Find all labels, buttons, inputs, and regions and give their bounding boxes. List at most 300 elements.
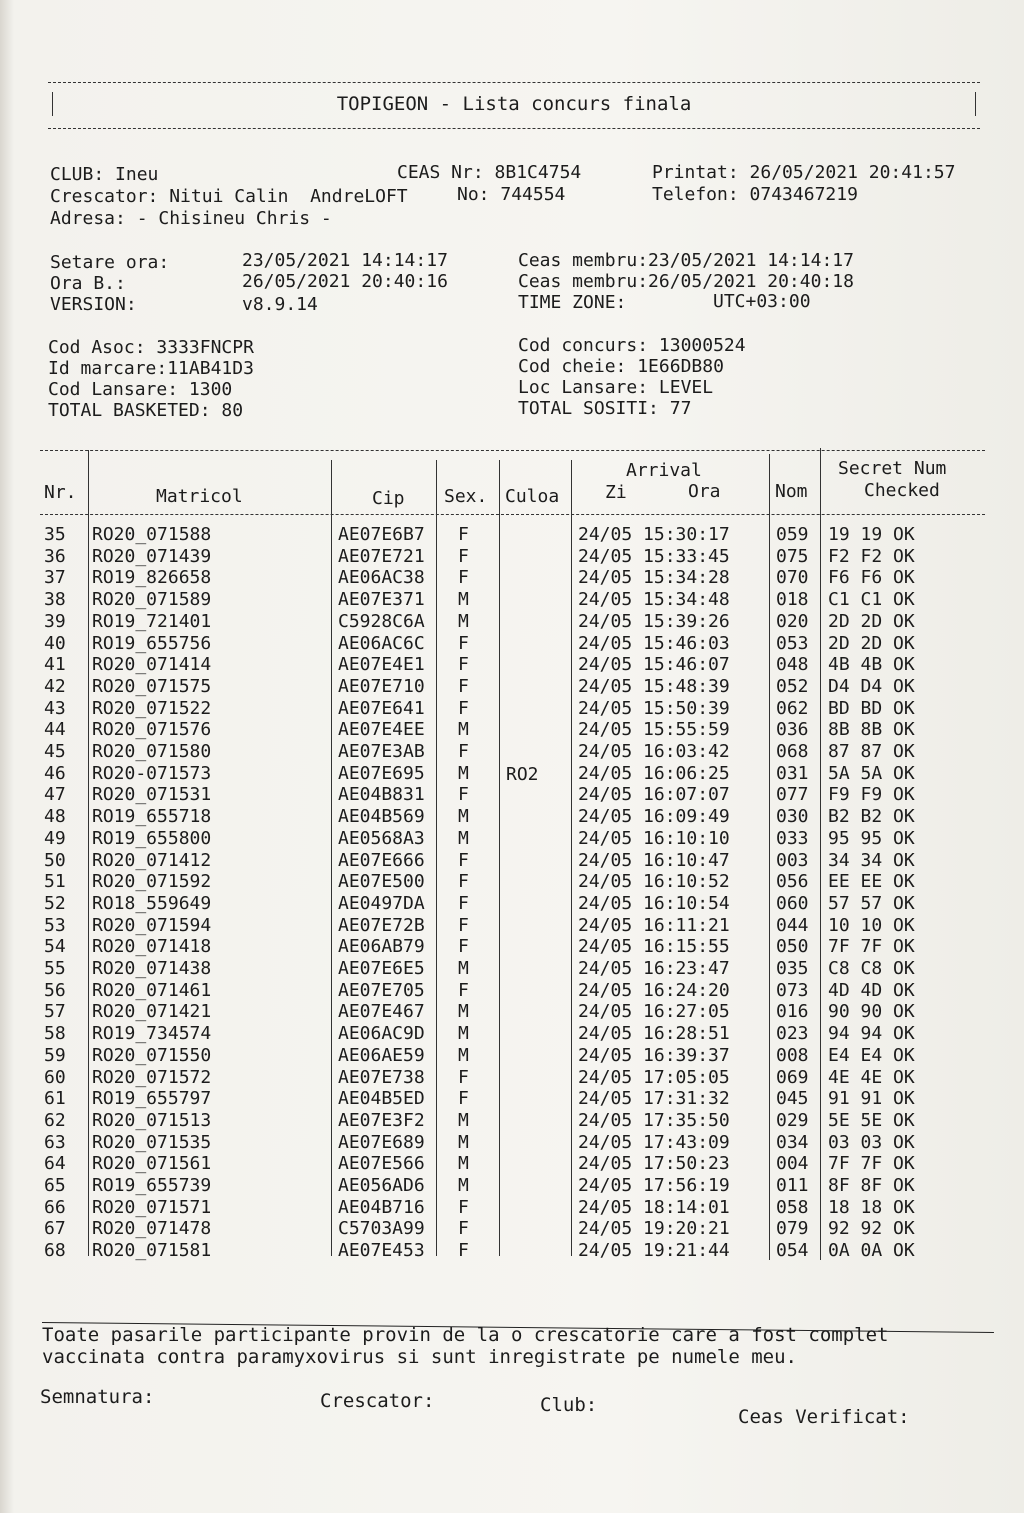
table-row [40,871,985,893]
row-secret-checked: 8F 8F OK [828,1175,915,1196]
row-arrival: 24/05 16:09:49 [578,806,730,828]
table-row [40,633,985,655]
table-row [40,1132,985,1154]
row-secret-checked: 92 92 OK [828,1218,915,1240]
row-arrival: 24/05 15:46:03 [578,632,730,654]
row-matricol: RO20_071594 [92,914,212,936]
row-arrival: 24/05 16:28:51 [578,1023,730,1045]
adresa-value: - Chisineu Chris - [136,208,332,229]
row-arrival: 24/05 16:24:20 [578,979,730,1001]
table-top-rule [40,450,985,451]
crescator-line [50,186,408,207]
row-sex: F [458,892,469,914]
ora-b-value: 26/05/2021 20:40:16 [242,271,448,292]
row-secret-checked: F6 F6 OK [828,567,915,589]
row-secret-checked: C1 C1 OK [828,589,915,611]
ceas-label: CEAS Nr: [397,162,484,183]
row-nr: 67 [44,1218,66,1240]
row-nr: 68 [44,1240,66,1262]
row-nom: 020 [776,610,809,632]
row-cip: AE07E641 [338,697,425,719]
row-nom: 011 [776,1175,809,1196]
row-arrival: 24/05 17:43:09 [578,1131,730,1153]
row-cip: AE07E500 [338,871,425,893]
row-cip: AE06AC6C [338,632,425,654]
row-cip: AE07E6E5 [338,958,425,979]
row-sex: F [458,849,469,871]
club-signature-label: Club: [540,1394,598,1416]
header-cip: Cip [372,488,405,509]
row-nom: 018 [776,589,809,611]
row-matricol: RO20_071439 [92,545,212,567]
row-secret-checked: 8B 8B OK [828,719,915,741]
total-sositi-line: TOTAL SOSITI: 77 [518,398,692,419]
row-matricol: RO20_071418 [92,936,212,958]
row-cip: AE07E721 [338,545,425,567]
row-sex: M [458,1023,469,1045]
row-nom: 029 [776,1109,809,1131]
row-nom: 008 [776,1044,809,1066]
row-matricol: RO20_071522 [92,697,212,719]
table-row [40,806,985,828]
row-cip: AE07E695 [338,762,425,784]
header-checked: Checked [864,480,940,501]
row-nr: 50 [44,849,66,871]
table-row [40,654,985,676]
row-secret-checked: 03 03 OK [828,1131,915,1153]
row-cip: AE06AC38 [338,567,425,589]
row-matricol: RO19_734574 [92,1023,212,1045]
row-cip: AE07E467 [338,1001,425,1023]
row-sex: M [458,1001,469,1023]
row-arrival: 24/05 16:10:54 [578,892,730,914]
row-cip: AE07E6B7 [338,524,425,545]
row-arrival: 24/05 19:20:21 [578,1218,730,1240]
row-nr: 37 [44,567,66,589]
row-arrival: 24/05 18:14:01 [578,1196,730,1218]
row-cip: AE07E3AB [338,741,425,762]
row-cip: AE06AC9D [338,1023,425,1045]
row-secret-checked: EE EE OK [828,871,915,893]
row-nom: 045 [776,1088,809,1110]
row-sex: F [458,1066,469,1088]
row-matricol: RO20_071572 [92,1066,212,1088]
row-secret-checked: 95 95 OK [828,827,915,849]
row-secret-checked: 5A 5A OK [828,762,915,784]
header-nr: Nr. [44,482,77,503]
version-label: VERSION: [50,294,137,315]
row-secret-checked: 7F 7F OK [828,1153,915,1175]
row-nom: 030 [776,806,809,828]
row-cip: AE06AB79 [338,936,425,958]
row-arrival: 24/05 16:07:07 [578,784,730,806]
row-sex: M [458,589,469,611]
row-nom: 062 [776,697,809,719]
row-cip: AE07E705 [338,979,425,1001]
table-row [40,1110,985,1132]
printat-label: Printat: [652,162,739,183]
club-value: Ineu [115,164,159,185]
row-secret-checked: F9 F9 OK [828,784,915,806]
row-cip: AE06AE59 [338,1044,425,1066]
row-nom: 052 [776,675,809,697]
row-matricol: RO20_071575 [92,675,212,697]
row-nr: 44 [44,719,66,741]
total-basketed-line: TOTAL BASKETED: 80 [48,400,244,421]
row-sex: F [458,524,469,545]
row-nr: 53 [44,914,66,936]
row-cip: AE07E371 [338,589,425,611]
row-nr: 35 [44,524,66,545]
table-row [40,1153,985,1175]
row-sex: F [458,871,469,893]
row-nr: 56 [44,979,66,1001]
telefon-value: 0743467219 [749,184,858,205]
row-nr: 36 [44,545,66,567]
row-matricol: RO19_721401 [92,610,212,632]
row-sex: M [458,958,469,979]
row-matricol: RO20_071535 [92,1131,212,1153]
row-nr: 40 [44,632,66,654]
row-cip: AE07E4EE [338,719,425,741]
row-arrival: 24/05 16:23:47 [578,958,730,979]
cod-lansare-line: Cod Lansare: 1300 [48,379,233,400]
row-matricol: RO18_559649 [92,892,212,914]
row-sex: F [458,914,469,936]
row-nom: 035 [776,958,809,979]
row-nr: 38 [44,589,66,611]
row-nr: 41 [44,654,66,676]
row-sex: F [458,936,469,958]
row-cip: AE07E738 [338,1066,425,1088]
row-sex: F [458,1240,469,1262]
row-arrival: 24/05 17:50:23 [578,1153,730,1175]
row-nom: 050 [776,936,809,958]
row-arrival: 24/05 15:33:45 [578,545,730,567]
row-matricol: RO20_071581 [92,1240,212,1262]
header-arrival: Arrival [626,460,702,481]
row-nr: 63 [44,1131,66,1153]
row-matricol: RO20_071576 [92,719,212,741]
row-arrival: 24/05 15:50:39 [578,697,730,719]
table-row [40,589,985,611]
row-matricol: RO20_071414 [92,654,212,676]
row-nom: 073 [776,979,809,1001]
row-sex: M [458,806,469,828]
ceas-membru-2: Ceas membru:26/05/2021 20:40:18 [518,271,854,292]
row-sex: F [458,654,469,676]
header-culoa: Culoa [505,486,560,507]
row-matricol: RO20_071438 [92,958,212,979]
row-nom: 059 [776,524,809,545]
row-sex: F [458,675,469,697]
row-cip: AE07E666 [338,849,425,871]
row-arrival: 24/05 16:39:37 [578,1044,730,1066]
table-row [40,611,985,633]
row-nom: 044 [776,914,809,936]
row-matricol: RO20_071561 [92,1153,212,1175]
table-row [40,1197,985,1219]
table-row [40,980,985,1002]
row-arrival: 24/05 15:39:26 [578,610,730,632]
row-secret-checked: 4E 4E OK [828,1066,915,1088]
row-cip: AE07E710 [338,675,425,697]
row-secret-checked: 19 19 OK [828,524,915,545]
row-sex: M [458,1153,469,1175]
ceas-value: 8B1C4754 [494,162,582,183]
id-marcare-line: Id marcare:11AB41D3 [48,358,254,379]
header-secret-num: Secret Num [838,458,947,479]
row-arrival: 24/05 16:11:21 [578,914,730,936]
row-arrival: 24/05 15:48:39 [578,675,730,697]
row-matricol: RO19_655797 [92,1088,212,1110]
row-secret-checked: 2D 2D OK [828,610,915,632]
row-nom: 004 [776,1153,809,1175]
row-arrival: 24/05 17:56:19 [578,1175,730,1196]
row-matricol: RO20_071592 [92,871,212,893]
row-sex: M [458,719,469,741]
row-arrival: 24/05 19:21:44 [578,1240,730,1262]
row-secret-checked: 0A 0A OK [828,1240,915,1262]
row-nr: 65 [44,1175,66,1196]
row-nr: 54 [44,936,66,958]
row-nr: 45 [44,741,66,762]
setare-label: Setare ora: [50,252,170,273]
row-cip: AE04B569 [338,806,425,828]
table-row [40,1023,985,1045]
row-arrival: 24/05 15:55:59 [578,719,730,741]
row-nr: 61 [44,1088,66,1110]
table-header-rule [40,514,985,515]
row-nom: 036 [776,719,809,741]
row-cip: C5703A99 [338,1218,425,1240]
row-arrival: 24/05 16:15:55 [578,936,730,958]
row-secret-checked: 7F 7F OK [828,936,915,958]
timezone-value: UTC+03:00 [713,291,811,312]
ceas-line [397,162,581,183]
row-secret-checked: 4D 4D OK [828,979,915,1001]
table-row [40,1001,985,1023]
row-sex: F [458,567,469,589]
row-sex: M [458,762,469,784]
row-secret-checked: D4 D4 OK [828,675,915,697]
row-nr: 58 [44,1023,66,1045]
crescator-signature-label: Crescator: [320,1390,435,1412]
row-secret-checked: F2 F2 OK [828,545,915,567]
row-matricol: RO20_071589 [92,589,212,611]
table-row [40,524,985,546]
culoa-value: RO2 [506,764,539,785]
row-nr: 43 [44,697,66,719]
row-cip: AE07E689 [338,1131,425,1153]
row-nr: 39 [44,610,66,632]
row-cip: C5928C6A [338,610,425,632]
table-row [40,546,985,568]
ceas-membru-1: Ceas membru:23/05/2021 14:14:17 [518,250,854,271]
table-row [40,1218,985,1240]
row-sex: F [458,979,469,1001]
no-line [457,184,565,205]
row-nr: 48 [44,806,66,828]
row-sex: F [458,545,469,567]
telefon-line [652,184,858,205]
row-nr: 64 [44,1153,66,1175]
row-arrival: 24/05 15:34:28 [578,567,730,589]
row-matricol: RO20_071421 [92,1001,212,1023]
row-matricol: RO19_655800 [92,827,212,849]
row-arrival: 24/05 16:27:05 [578,1001,730,1023]
row-sex: M [458,610,469,632]
row-arrival: 24/05 15:46:07 [578,654,730,676]
row-nom: 033 [776,827,809,849]
row-secret-checked: 18 18 OK [828,1196,915,1218]
header-sex: Sex. [444,486,488,507]
row-matricol: RO20_071412 [92,849,212,871]
row-cip: AE07E3F2 [338,1109,425,1131]
row-secret-checked: BD BD OK [828,697,915,719]
row-nr: 57 [44,1001,66,1023]
row-secret-checked: 5E 5E OK [828,1109,915,1131]
row-nom: 054 [776,1240,809,1262]
declaration-line-1: Toate pasarile participante provin de la o crescatorie care a fost complet [42,1324,889,1346]
setare-value: 23/05/2021 14:14:17 [242,250,448,271]
row-secret-checked: 4B 4B OK [828,654,915,676]
row-nr: 55 [44,958,66,979]
row-secret-checked: C8 C8 OK [828,958,915,979]
row-sex: M [458,1044,469,1066]
row-matricol: RO19_655756 [92,632,212,654]
row-nr: 62 [44,1109,66,1131]
row-nom: 070 [776,567,809,589]
ceas-verificat-label: Ceas Verificat: [738,1406,910,1428]
row-nom: 069 [776,1066,809,1088]
table-row [40,958,985,980]
row-cip: AE07E566 [338,1153,425,1175]
row-arrival: 24/05 16:10:47 [578,849,730,871]
header-ora: Ora [688,481,721,502]
document-title: TOPIGEON - Lista concurs finala [336,93,692,115]
row-secret-checked: 34 34 OK [828,849,915,871]
printat-line [652,162,955,183]
row-matricol: RO20_071571 [92,1196,212,1218]
row-secret-checked: 90 90 OK [828,1001,915,1023]
table-row [40,1067,985,1089]
row-nr: 42 [44,675,66,697]
table-row [40,915,985,937]
row-arrival: 24/05 17:05:05 [578,1066,730,1088]
row-arrival: 24/05 16:10:52 [578,871,730,893]
table-row [40,1045,985,1067]
row-cip: AE04B831 [338,784,425,806]
row-nom: 075 [776,545,809,567]
table-row [40,1088,985,1110]
title-frame-top [48,82,980,83]
row-nom: 077 [776,784,809,806]
row-matricol: RO20_071513 [92,1109,212,1131]
table-row [40,741,985,763]
row-cip: AE07E453 [338,1240,425,1262]
row-secret-checked: 57 57 OK [828,892,915,914]
cod-asoc-line: Cod Asoc: 3333FNCPR [48,337,254,358]
row-matricol: RO20_071461 [92,979,212,1001]
header-zi: Zi [605,482,627,503]
table-row [40,784,985,806]
row-sex: F [458,784,469,806]
declaration-line-2: vaccinata contra paramyxovirus si sunt inregistrate pe numele meu. [42,1346,797,1368]
row-nr: 60 [44,1066,66,1088]
row-nom: 079 [776,1218,809,1240]
table-row [40,676,985,698]
row-cip: AE0568A3 [338,827,425,849]
row-nom: 016 [776,1001,809,1023]
row-sex: F [458,1196,469,1218]
printat-value: 26/05/2021 20:41:57 [749,162,956,183]
row-nom: 048 [776,654,809,676]
no-label: No: [457,184,490,205]
table-row [40,719,985,741]
table-row [40,828,985,850]
table-row [40,567,985,589]
row-arrival: 24/05 16:03:42 [578,741,730,762]
table-row [40,1240,985,1262]
row-nom: 031 [776,762,809,784]
row-secret-checked: B2 B2 OK [828,806,915,828]
header-nom: Nom [775,481,808,502]
row-sex: M [458,1175,469,1196]
row-arrival: 24/05 16:06:25 [578,762,730,784]
row-arrival: 24/05 17:31:32 [578,1088,730,1110]
row-nom: 056 [776,871,809,893]
row-cip: AE056AD6 [338,1175,425,1196]
row-nom: 003 [776,849,809,871]
row-sex: F [458,697,469,719]
row-secret-checked: 91 91 OK [828,1088,915,1110]
timezone-label: TIME ZONE: [518,292,627,313]
adresa-line [50,208,332,229]
row-nr: 59 [44,1044,66,1066]
row-nom: 060 [776,892,809,914]
adresa-label: Adresa: [50,208,126,229]
row-nr: 66 [44,1196,66,1218]
row-cip: AE04B5ED [338,1088,425,1110]
table-row [40,893,985,915]
row-sex: M [458,827,469,849]
table-row [40,850,985,872]
table-row [40,698,985,720]
semnatura-label: Semnatura: [40,1386,155,1408]
table-row [40,936,985,958]
row-arrival: 24/05 15:30:17 [578,524,730,545]
row-matricol: RO19_655718 [92,806,212,828]
version-value: v8.9.14 [242,294,318,315]
row-matricol: RO20_071588 [92,524,212,545]
row-secret-checked: 87 87 OK [828,741,915,762]
loc-lansare-line: Loc Lansare: LEVEL [518,377,714,398]
row-cip: AE07E72B [338,914,425,936]
row-secret-checked: E4 E4 OK [828,1044,915,1066]
row-secret-checked: 10 10 OK [828,914,915,936]
row-arrival: 24/05 17:35:50 [578,1109,730,1131]
row-nom: 034 [776,1131,809,1153]
row-matricol: RO20_071550 [92,1044,212,1066]
club-label: CLUB: [50,164,105,185]
telefon-label: Telefon: [652,184,739,205]
row-sex: F [458,741,469,762]
no-value: 744554 [500,184,566,205]
header-matricol: Matricol [156,486,243,507]
row-matricol: RO20_071531 [92,784,212,806]
row-cip: AE04B716 [338,1196,425,1218]
